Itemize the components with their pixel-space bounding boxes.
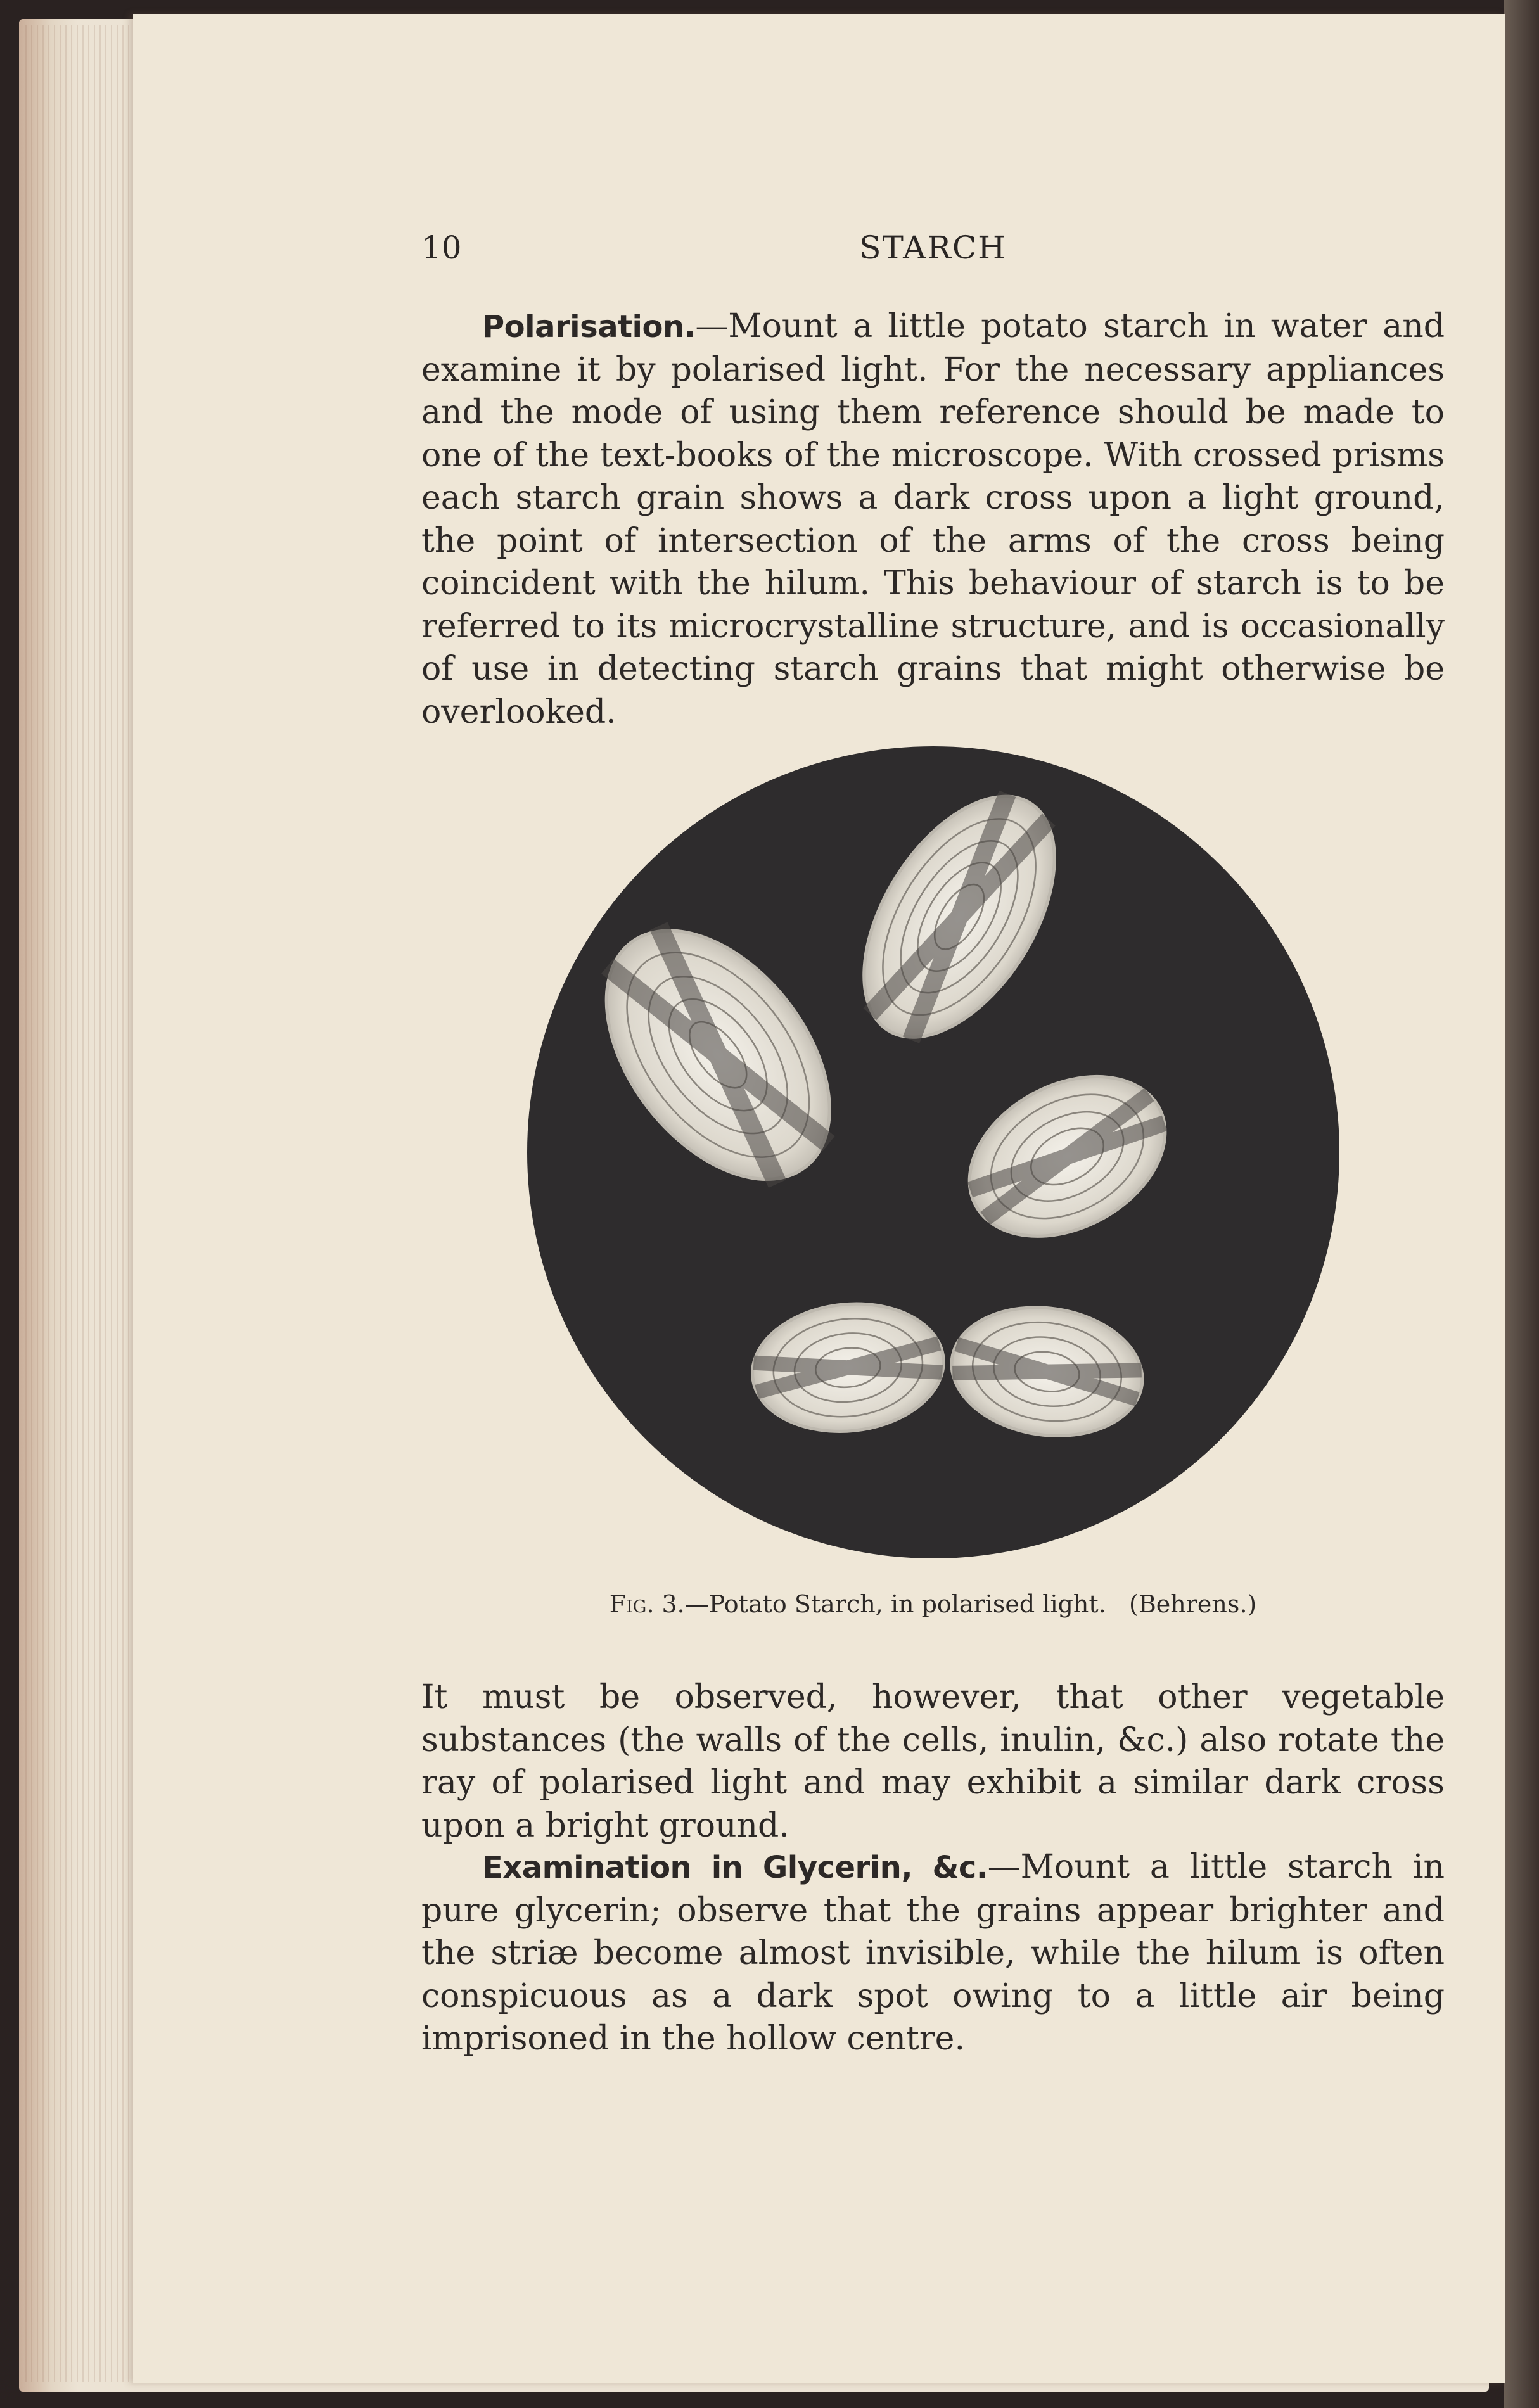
book-cover-edge: [1504, 0, 1539, 2408]
run-in-heading-glycerin: Examination in Glycerin, &c.: [482, 1850, 988, 1885]
starch-grains-illustration: [527, 746, 1339, 1558]
run-in-heading-polarisation: Polarisation.: [482, 309, 696, 345]
figure-potato-starch: [527, 746, 1339, 1558]
page-number: 10: [421, 229, 462, 266]
paragraph-text: —Mount a little starch in pure glycerin; observe that the grains appear brighter and the striæ become almost invisible, while the hilum is often conspicuous as a dark spot owing to a little air being imprisoned in the hollow centre.: [421, 1848, 1445, 2058]
figure-caption-text: —Potato Starch, in polarised light.: [684, 1590, 1106, 1618]
running-head: STARCH: [859, 229, 1007, 266]
paragraph-glycerin: [421, 1846, 1445, 2061]
figure-caption: [421, 1590, 1445, 1618]
paragraph-text: —Mount a little potato starch in water and examine it by polarised light. For the necessary appliances and the mode of using them reference should be made to one of the text-books of the microscope. With crossed prisms each starch grain shows a dark cross upon a light ground, the point of intersection of the arms of the cross being coincident with the hilum. This behaviour of starch is to be referred to its microcrystalline structure, and is occasionally of use in detecting starch grains that might otherwise be overlooked.: [421, 307, 1445, 731]
page-edges: [25, 25, 136, 2382]
paragraph-observation: [421, 1676, 1445, 1847]
page-header: [421, 229, 1445, 274]
figure-credit: (Behrens.): [1129, 1590, 1257, 1618]
paragraph-polarisation: [421, 305, 1445, 734]
figure-label: Fig. 3.: [609, 1590, 685, 1618]
paragraph-text: It must be observed, however, that other vegetable substances (the walls of the cells, inulin, &c.) also rotate the ray of polarised light and may exhibit a similar dark cross upon a bright ground.: [421, 1678, 1445, 1845]
